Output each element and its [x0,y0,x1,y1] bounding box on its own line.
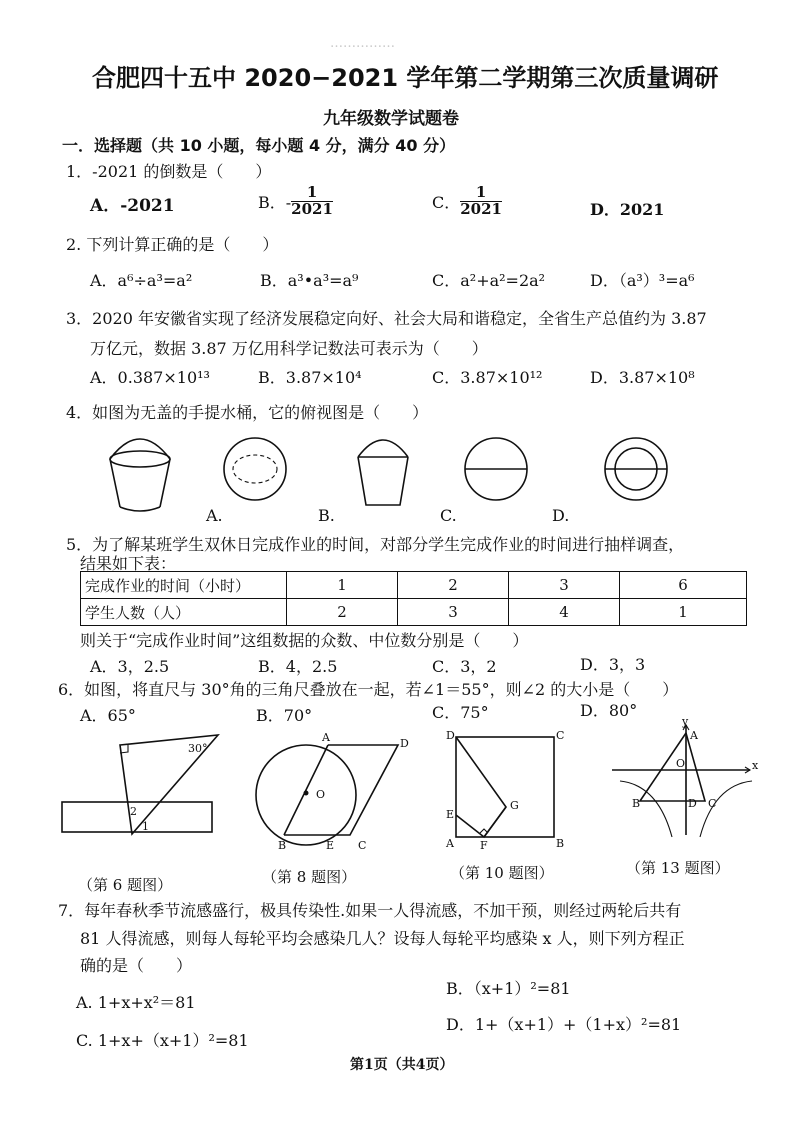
fig13-label-y: y [682,715,689,728]
fig8-label-d: D [400,737,409,750]
fig10-label-d: D [446,729,455,742]
fig6-label-2: 2 [130,805,137,818]
fig6-caption: （第 6 题图） [78,876,173,894]
table-cell: 2 [398,572,509,599]
table-cell: 6 [620,572,747,599]
table-cell: 4 [509,599,620,626]
q4-option-c: C. [440,506,457,525]
q6-option-a: A．65° [80,706,136,725]
fig13-label-b: B [632,797,641,810]
fig13-label-c: C [708,797,717,810]
fig6-label-1: 1 [142,820,149,833]
q2-option-c: C．a²+a²=2a² [432,271,546,290]
section-heading: 一．选择题（共 10 小题，每小题 4 分，满分 40 分） [62,136,456,155]
table-cell: 1 [620,599,747,626]
fig13-label-d: D [688,797,697,810]
q1-option-c-fraction [460,185,502,218]
fig10-caption: （第 10 题图） [450,864,554,882]
q4-option-d: D. [552,506,570,525]
q5-line2: 结果如下表： [80,554,177,573]
q2-stem: 2. 下列计算正确的是（ ） [66,235,279,254]
table-cell: 2 [287,599,398,626]
q1-option-c-denominator: 2021 [460,199,502,218]
q1-option-b-fraction [291,185,333,218]
fig10-label-e: E [446,808,455,821]
q7-option-d: D．1+（x+1）+（1+x）²=81 [446,1015,682,1034]
fig8-circle-parallelogram [256,731,409,852]
bleed-through-text: …………… [330,36,565,51]
q7-line2: 81 人得流感，则每人每轮平均会感染几人？设每人每轮平均感染 x 人，则下列方程正 [80,929,685,948]
q5-option-a: A．3，2.5 [90,657,170,676]
fig8-label-a: A [322,731,330,744]
fig10-label-g: G [510,799,519,812]
bucket-figure [110,439,170,511]
q1-option-c-numerator: 1 [460,185,502,202]
q1-option-a: A．-2021 [90,196,175,216]
fig10-label-a: A [446,837,454,850]
q6-option-d: D．80° [580,701,638,720]
fig8-label-o: O [316,788,326,801]
q2-option-d: D．（a³）³=a⁶ [590,271,695,290]
q4-option-a: A. [206,506,223,525]
fig10-label-c: C [556,729,565,742]
fig6-angle-label: 30° [188,742,208,755]
fig13-coordinate-plot [612,715,759,837]
q3-option-a: A．0.387×10¹³ [90,368,210,387]
q7-line1: 7．每年春秋季节流感盛行，极具传染性.如果一人得流感，不加干预，则经过两轮后共有 [58,901,682,920]
q1-option-c [432,185,502,218]
table-row [81,599,747,626]
option-a-figure [224,438,286,500]
q4-option-b: B. [318,506,335,525]
q3-option-b: B．3.87×10⁴ [258,368,362,387]
q4-figures [100,425,700,523]
q1-option-b [258,185,333,218]
q5-after-table: 则关于“完成作业时间”这组数据的众数、中位数分别是（ ） [80,631,529,650]
q7-option-c: C. 1+x+（x+1）²=81 [76,1031,249,1050]
q1-option-b-label: B．- [258,192,292,212]
fig13-caption: （第 13 题图） [626,859,730,877]
option-d-figure [605,438,667,500]
table-cell: 1 [287,572,398,599]
fig8-label-e: E [326,839,335,852]
table-row-header: 完成作业的时间（小时） [81,572,287,599]
table-row-header: 学生人数（人） [81,599,287,626]
q1-option-c-label: C． [432,192,461,212]
q6-stem: 6．如图，将直尺与 30°角的三角尺叠放在一起，若∠1＝55°，则∠2 的大小是（ ） [58,680,679,699]
q5-option-d: D．3，3 [580,655,646,674]
q6-option-c: C．75° [432,703,489,722]
fig8-label-b: B [278,839,287,852]
q7-line3: 确的是（ ） [80,956,193,975]
exam-title: 合肥四十五中 2020−2021 学年第二学期第三次质量调研 [92,64,719,92]
exam-subtitle: 九年级数学试题卷 [323,109,459,129]
page-number: 第1页（共4页） [350,1057,454,1073]
option-c-figure [465,438,527,500]
q5-option-b: B．4，2.5 [258,657,338,676]
q1-option-d: D．2021 [590,200,665,219]
q2-option-a: A．a⁶÷a³=a² [90,271,193,290]
fig10-square [445,729,564,852]
fig8-caption: （第 8 题图） [262,868,357,886]
q3-line2: 万亿元，数据 3.87 万亿用科学记数法可表示为（ ） [90,339,488,358]
table-cell: 3 [509,572,620,599]
q5-line1: 5．为了解某班学生双休日完成作业的时间，对部分学生完成作业的时间进行抽样调查， [66,535,685,554]
q7-option-b: B．（x+1）²=81 [446,979,571,998]
fig13-label-x: x [752,759,759,772]
q5-option-c: C．3，2 [432,657,497,676]
q1-option-b-numerator: 1 [291,185,333,202]
q7-option-a: A. 1+x+x²＝81 [76,993,196,1012]
table-row [81,572,747,599]
q4-stem: 4．如图为无盖的手提水桶，它的俯视图是（ ） [66,403,429,422]
table-cell: 3 [398,599,509,626]
q5-table [80,571,747,626]
option-b-figure [358,440,408,505]
fig13-label-o: O [676,757,686,770]
q1-option-b-denominator: 2021 [291,199,333,218]
q3-option-d: D．3.87×10⁸ [590,368,695,387]
fig8-label-c: C [358,839,367,852]
q2-option-b: B．a³•a³=a⁹ [260,271,359,290]
fig10-label-b: B [556,837,565,850]
q3-option-c: C．3.87×10¹² [432,368,543,387]
q6-option-b: B．70° [256,706,313,725]
fig10-label-f: F [480,839,488,852]
fig6-ruler-triangle [62,735,218,834]
q1-stem: 1．-2021 的倒数是（ ） [66,162,272,181]
fig13-label-a: A [690,729,698,742]
q3-line1: 3．2020 年安徽省实现了经济发展稳定向好、社会大局和谐稳定，全省生产总值约为 3.87 [66,309,707,328]
